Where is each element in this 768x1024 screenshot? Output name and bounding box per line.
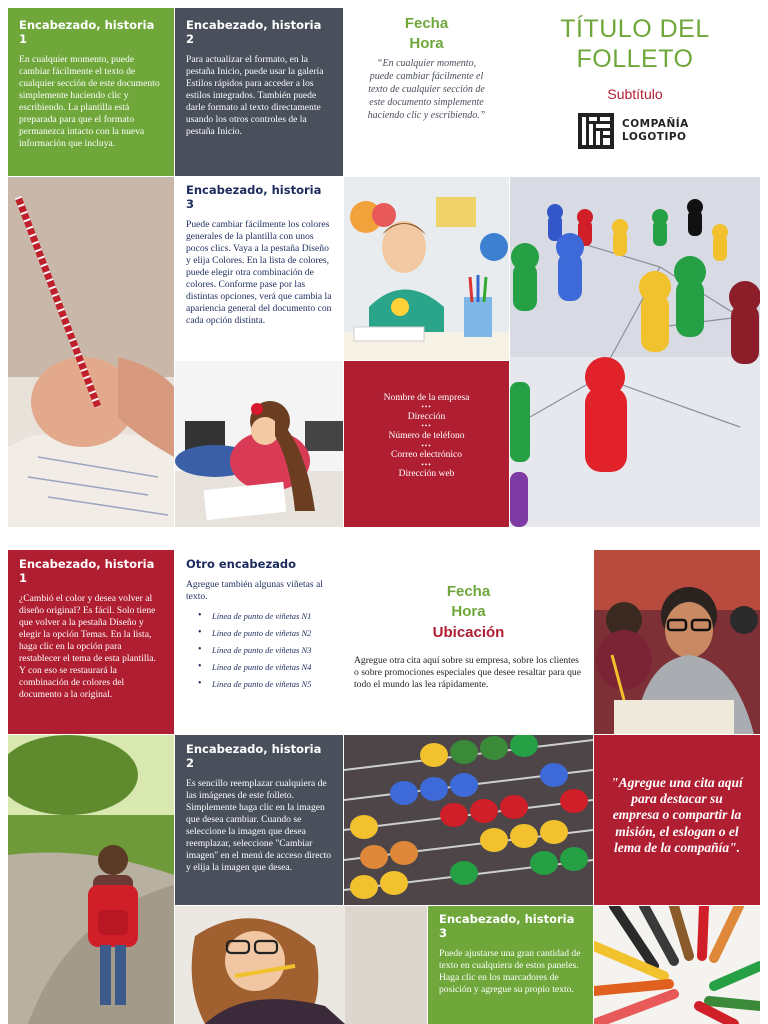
brochure-title-line2: FOLLETO — [576, 45, 694, 73]
company-name: Nombre de la empresa — [383, 393, 470, 403]
p2-story1-heading: Encabezado, historia 1 — [19, 557, 155, 585]
page1-story3-panel — [175, 177, 343, 360]
p2-story1-text: ¿Cambió el color y desea volver al diseño original? Es fácil. Solo tiene que volver a la pestaña Diseño y elegir la opción Temas. En la lista, haga clic en la opción para restablecer el tema de esta plantilla. Y con eso se restaurará la combinación de colores del documento a la original. — [19, 593, 156, 700]
intro-quote: “En cualquier momento, puede cambiar fácilmente el texto de cualquier sección de este documento simplemente haciendo clic y escribiendo.” — [367, 57, 486, 121]
contact-panel — [344, 361, 509, 527]
event-fecha: Fecha — [446, 583, 491, 600]
photo-writing-hand — [8, 177, 174, 527]
separator-dots: ••• — [421, 460, 432, 469]
bullet-item: • Línea de punto de viñetas N1 — [198, 611, 332, 621]
separator-dots: ••• — [421, 422, 432, 431]
cover-panel — [510, 8, 760, 176]
bullet-item: • Línea de punto de viñetas N3 — [198, 645, 332, 655]
address: Dirección — [407, 412, 446, 423]
bullet-list — [198, 611, 332, 689]
bullet-item: • Línea de punto de viñetas N5 — [198, 679, 332, 689]
bullets-panel — [175, 550, 343, 734]
quote-panel — [594, 735, 760, 905]
separator-dots: ••• — [421, 403, 432, 412]
story3-heading: Encabezado, historia 3 — [186, 183, 322, 211]
hora-label: Hora — [409, 35, 444, 53]
bullet-item: • Línea de punto de viñetas N2 — [198, 628, 332, 638]
brochure-title-line1: TÍTULO DEL — [560, 15, 710, 43]
logo-line1: COMPAÑÍA — [622, 117, 689, 130]
event-ubicacion: Ubicación — [432, 623, 505, 641]
bullets-intro: Agregue también algunas viñetas al texto. — [186, 579, 323, 602]
p2-story3-heading: Encabezado, historia 3 — [439, 912, 575, 940]
photo-boy-classroom — [344, 177, 509, 360]
page2-story2-panel — [175, 735, 343, 905]
story1-text: En cualquier momento, puede cambiar fácilmente el texto de cualquier sección de este documento simplemente haciendo clic y escribiendo. La plantilla está preparada para que el formato permanezca intacto con la nueva información que incluya. — [19, 54, 160, 149]
separator-dots: ••• — [421, 441, 432, 450]
story2-heading: Encabezado, historia 2 — [186, 18, 322, 46]
photo-abacus — [344, 735, 593, 905]
event-hora: Hora — [451, 603, 486, 621]
bullet-item: • Línea de punto de viñetas N4 — [198, 662, 332, 672]
page2-story1-panel — [8, 550, 174, 734]
page1-story1-panel — [8, 8, 174, 176]
other-heading: Otro encabezado — [186, 557, 297, 571]
story3-text: Puede cambiar fácilmente los colores generales de la plantilla con unos pocos clics. Vaya a la pestaña Diseño y elija Colores. En la lista de colores, puede elegir otra combinación de colores. Conforme pase por las distintas opciones, verá que cambia la apariencia general del documento con cada opción distinta. — [186, 219, 332, 326]
event-text: Agregue otra cita aquí sobre su empresa, sobre los clientes o sobre promociones especiales que desee resaltar para que todo el mundo las lea rápidamente. — [354, 654, 581, 690]
phone-number: Número de teléfono — [388, 431, 465, 442]
p2-story3-text: Puede ajustarse una gran cantidad de texto en cualquiera de estos paneles. Haga clic en los marcadores de posición y agregue su propio texto. — [439, 948, 581, 995]
web-address: Dirección web — [398, 469, 455, 480]
story2-text: Para actualizar el formato, en la pestaña Inicio, puede usar la galería Estilos rápidos para acceder a los estilos integrados. También puede darle formato al texto directamente usando los otros controles de la pestaña Inicio. — [186, 54, 324, 137]
photo-game-pieces — [510, 177, 760, 527]
company-quote: "Agregue una cita aquí para destacar su empresa o compartir la misión, el eslogan o el lema de la compañía". — [611, 775, 743, 855]
logo-line2: LOGOTIPO — [622, 131, 687, 143]
brochure-subtitle: Subtítulo — [607, 86, 663, 102]
photo-colored-pencils — [594, 906, 760, 1024]
fecha-label: Fecha — [404, 15, 449, 32]
page2-story3-panel — [428, 906, 593, 1024]
event-panel — [344, 550, 593, 734]
page1-date-panel — [344, 8, 509, 176]
p2-story2-heading: Encabezado, historia 2 — [186, 742, 322, 770]
email: Correo electrónico — [391, 450, 462, 461]
page1-story2-panel — [175, 8, 343, 176]
photo-girl-drawing — [175, 361, 343, 527]
story1-heading: Encabezado, historia 1 — [19, 18, 155, 46]
logo-icon — [578, 113, 614, 149]
photo-girl-pencil — [175, 906, 427, 1024]
company-logo — [578, 113, 689, 149]
p2-story2-text: Es sencillo reemplazar cualquiera de las imágenes de este folleto. Simplemente haga clic en la imagen que desea cambiar. Cuando se seleccione la imagen que desea reemplazar, seleccione "Cambiar imagen" en el menú de acceso directo y elija la imagen que desea. — [186, 778, 332, 873]
photo-boy-glasses — [594, 550, 760, 734]
photo-boy-backpack — [8, 735, 174, 1024]
